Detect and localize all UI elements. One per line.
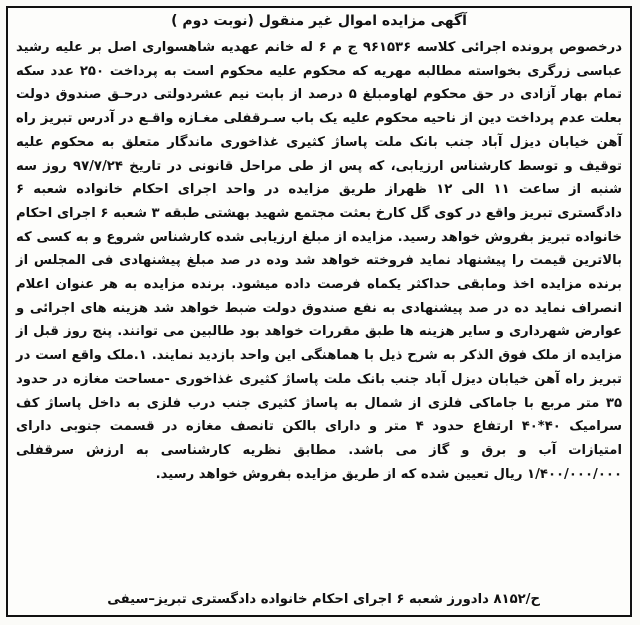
auction-notice bbox=[6, 6, 632, 617]
notice-paragraph: درخصوص پرونده اجرائی کلاسه ۹۶۱۵۳۶ ج م ۶ له خانم عهدیه شاهسواری اصل بر علیه رشید عباسی زرگری بخواسته مطالبه مهریه که محکوم علیه محکوم است به پرداخت ۲۵۰ عدد سکه تمام بهار آزادی در حق محکوم لهاومبلغ ۵ درصد از بابت نیم عشردولتی درحـق صندوق دولت بعلت عدم پرداخت دین از ناحیه محکوم علیه یک باب سـرقفلی مغـازه واقـع در آدرس تبریز راه آهن خیابان دیزل آباد جنب بانک ملت پاساژ کثیری غذاخوری ماندگار متعلق به محکوم علیه توقیف و توسط کارشناس ارزیابی، که پس از طی مراحل قانونی در تاریخ ۹۷/۷/۲۴ روز سه شنبه از ساعت ۱۱ الی ۱۲ ظهراز طریق مزایده در واحد اجرای احکام خانواده شعبه ۶ دادگستری تبریز واقع در کوی گل کارخ بعثت مجتمع شهید بهشتی طبقه ۳ شعبه ۶ اجرای احکام خانواده تبریز بفروش خواهد رسید. مزایده از مبلغ ارزیابی شده کارشناس شروع و به کسی که بالاترین قیمت را پیشنهاد نماید فروخته خواهد شد وده در صد مبلغ پیشنهادی فی المجلس از برنده مزایده اخذ ومابقی حداکثر یکماه فرصت داده میشود. برنده مزایده به هر عنوان اعلام انصراف نماید ده در صد پیشنهادی به نفع صندوق دولت ضبط خواهد شد هزینه های اجرائی و عوارض شهرداری و سایر هزینه ها طبق مقررات خواهد بود طالبین می توانند. پنج روز قبل از مزایده از ملک فوق الذکر به شرح ذیل با هماهنگی این واحد بازدید نمایند. ۱.ملک واقع است در تبریز راه آهن خیابان دیزل آباد جنب بانک ملت پاساژ کثیری غذاخوری -مساحت مغازه در حدود ۳۵ متر مربع با جاماکی فلزی از شمال به پاساژ کثیری جنب درب فلزی به داخل پاساژ کف سرامیک ۴۰*۴۰ ارتفاع حدود ۴ متر و دارای بالکن تانصف مغازه در قسمت جنوبی دارای امتیازات آب و برق و گاز می باشد. مطابق نظریه کارشناسی به ارزش سرقفلی ۱/۴۰۰/۰۰۰/۰۰۰ ریال تعیین شده که از طریق مزایده بفروش خواهد رسید. bbox=[16, 40, 623, 482]
notice-body bbox=[16, 36, 622, 486]
notice-signature: ح/۸۱۵۲ دادورز شعبه ۶ اجرای احکام خانواده دادگستری تبریز–سیفی bbox=[107, 592, 540, 607]
notice-title: آگهی مزایده اموال غیر منقول (نوبت دوم ) bbox=[171, 13, 467, 29]
